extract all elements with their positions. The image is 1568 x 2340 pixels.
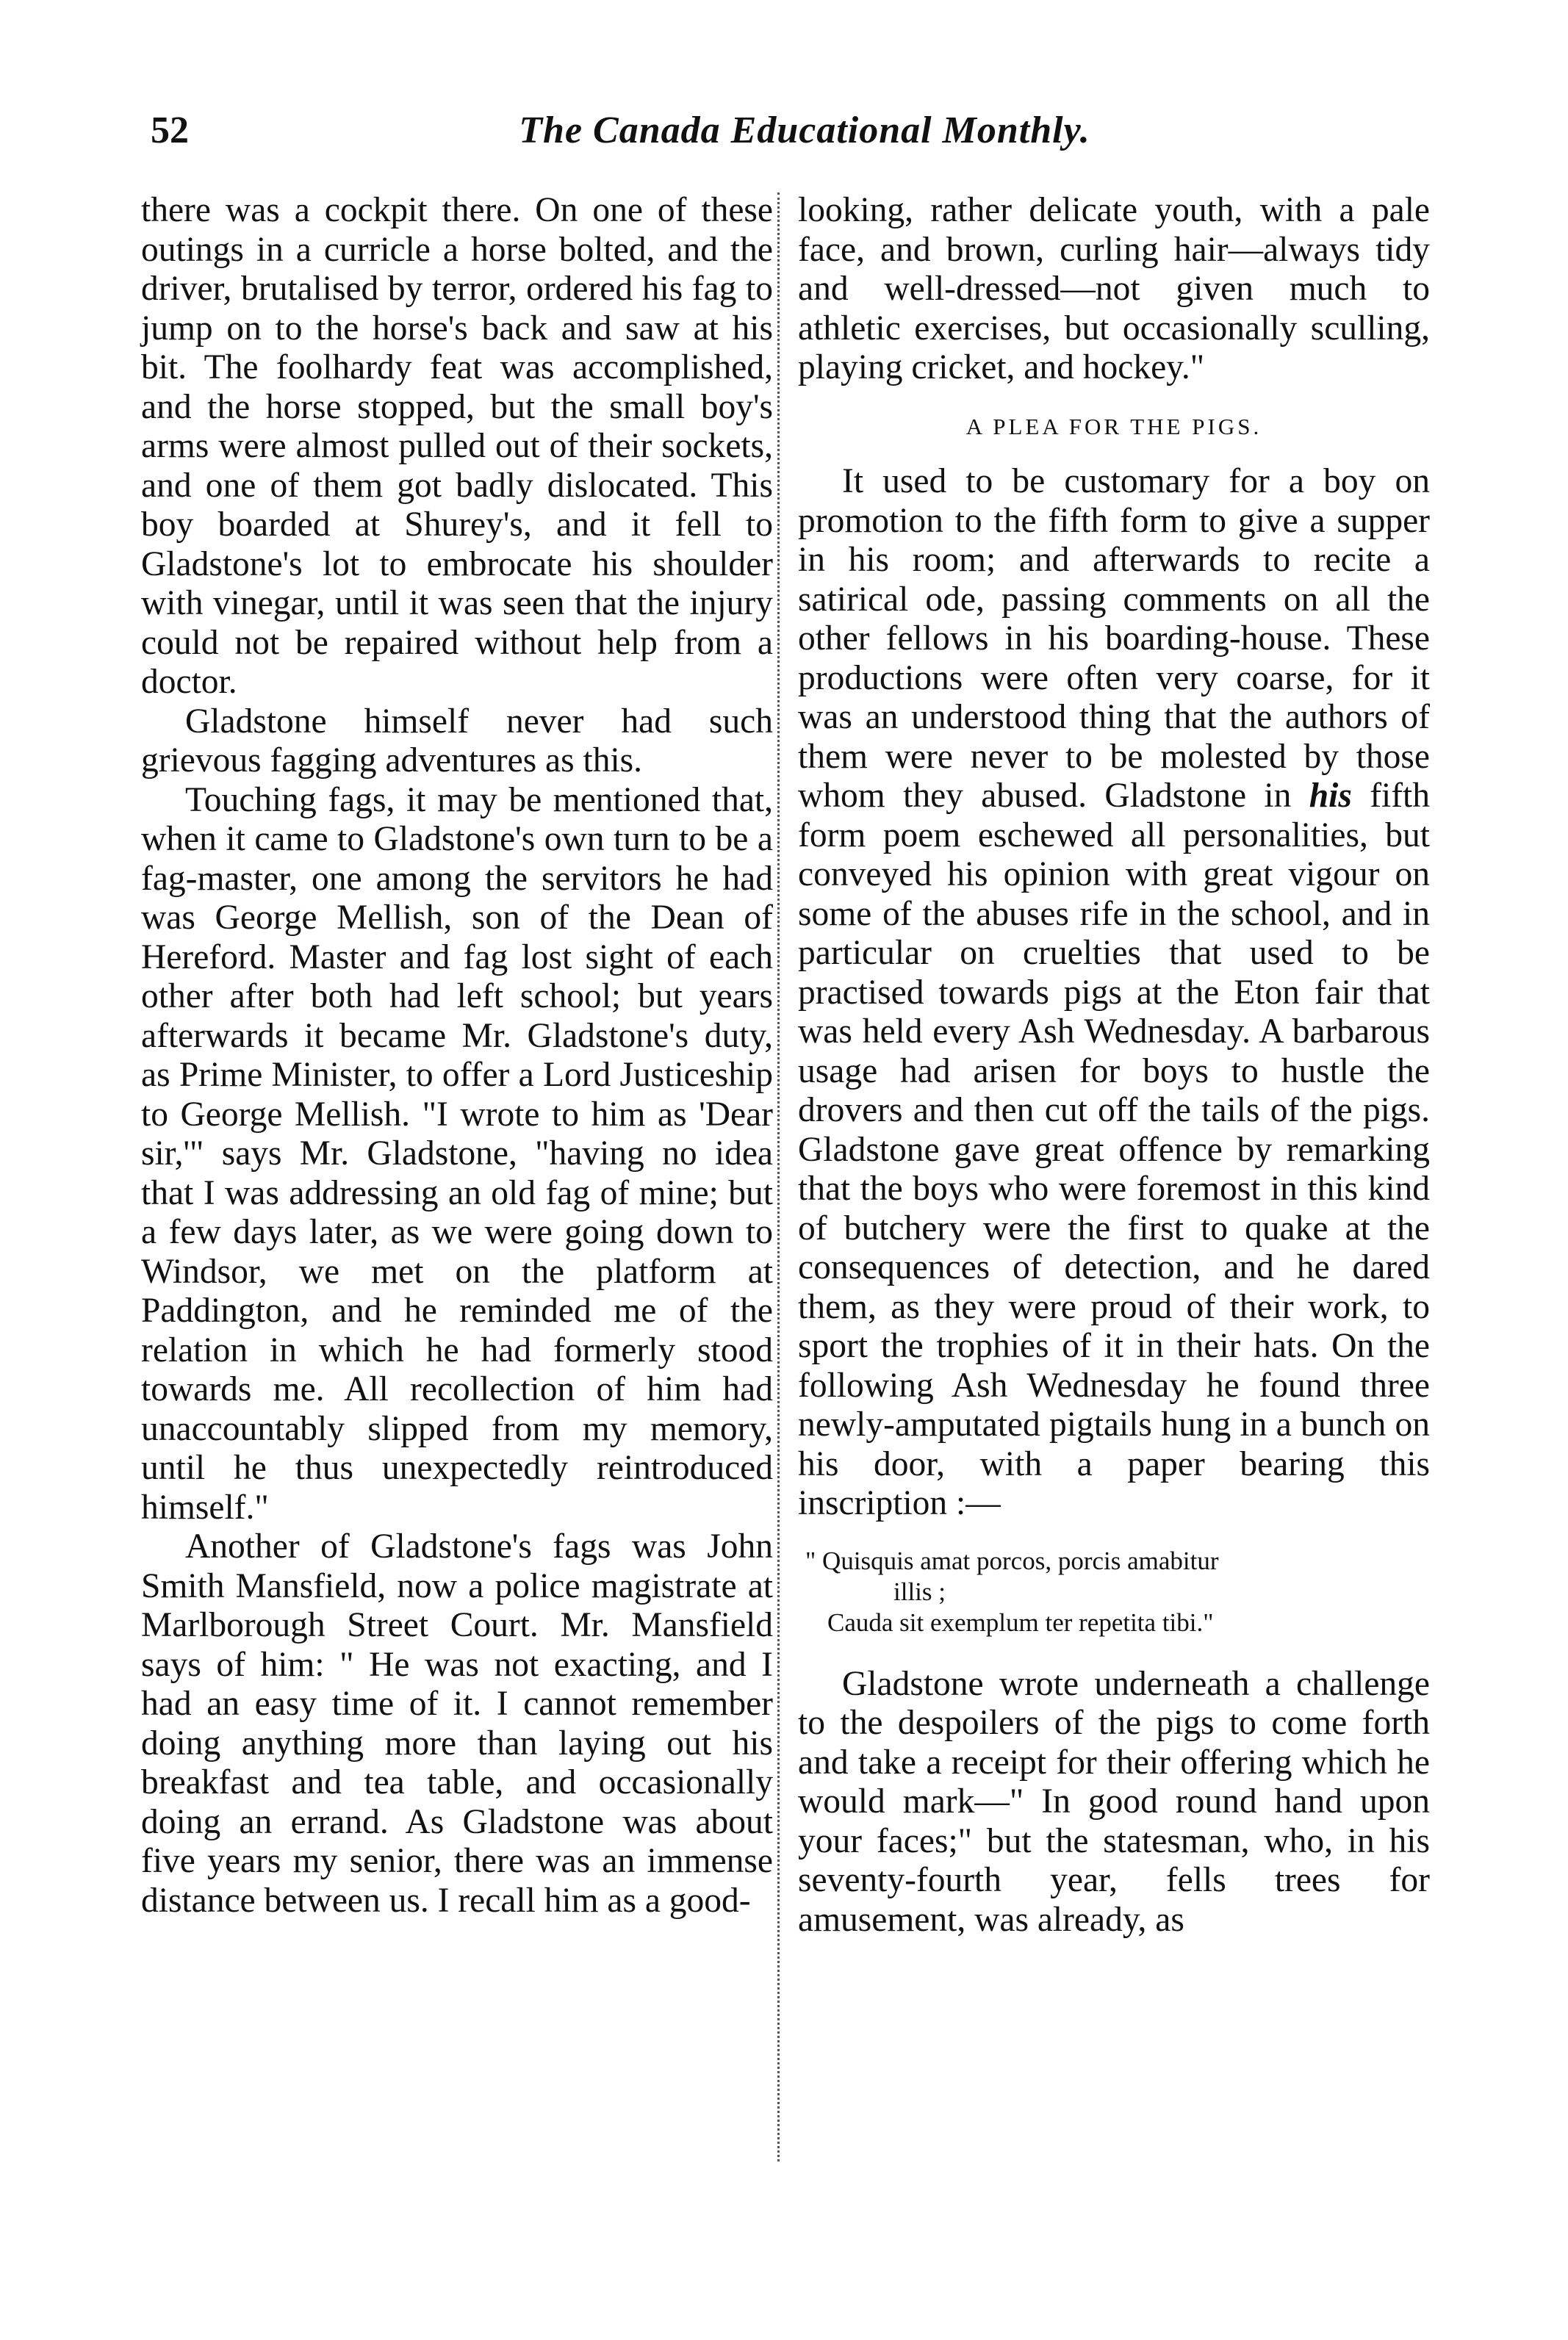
paragraph: there was a cockpit there. On one of these outings in a curricle a horse bolted, and the driver, brutalised by terror, ordered his fag to jump on to the horse's back and saw at his bit. The foolhardy feat was accomplished, and the horse stopped, but the small boy's arms were almost pulled out of their sockets, and one of them got badly dislocated. This boy boarded at Shurey's, and it fell to Gladstone's lot to embrocate his shoulder with vinegar, until it was seen that the injury could not be repaired without help from a doctor. <box>141 191 773 701</box>
paragraph <box>798 462 1430 1524</box>
paragraph: looking, rather delicate youth, with a pale face, and brown, curling hair—always tidy and well-dressed—not given much to athletic exercises, but occasionally sculling, playing cricket, and hockey." <box>798 191 1430 386</box>
paragraph: Touching fags, it may be mentioned that, when it came to Gladstone's own turn to be a fag-master, one among the servitors he had was George Mellish, son of the Dean of Hereford. Master and fag lost sight of each other after both had left school; but years afterwards it became Mr. Gladstone's duty, as Prime Minister, to offer a Lord Justiceship to George Mellish. "I wrote to him as 'Dear sir,'" says Mr. Gladstone, "having no idea that I was addressing an old fag of mine; but a few days later, as we were going down to Windsor, we met on the platform at Paddington, and he reminded me of the relation in which he had formerly stood towards me. All recollection of him had unaccountably slipped from my memory, until he thus unexpectedly reintroduced himself." <box>141 780 773 1527</box>
column-divider <box>777 192 780 2161</box>
text-run: fifth form poem eschewed all personalities, but conveyed his opinion with great vigour on some of the abuses rife in the school, and in particular on cruelties that used to be practised towards pigs at the Eton fair that was held every Ash Wednesday. A barbarous usage had arisen for boys to hustle the drovers and then cut off the tails of the pigs. Gladstone gave great offence by remarking that the boys who were foremost in this kind of butchery were the first to quake at the consequences of detection, and he dared them, as they were proud of their work, to sport the trophies of it in their hats. On the following Ash Wednesday he found three newly-amputated pigtails hung in a bunch on his door, with a paper bearing this inscription :— <box>798 777 1430 1522</box>
page-header <box>136 109 1473 160</box>
left-column <box>141 191 773 1920</box>
running-title: The Canada Educational Monthly. <box>519 109 1090 151</box>
paragraph: Gladstone wrote underneath a challenge to the despoilers of the pigs to come forth and take a receipt for their offering which he would mark—" In good round hand upon your faces;" but the statesman, who, in his seventy-fourth year, fells trees for amusement, was already, as <box>798 1664 1430 1939</box>
verse-line: Cauda sit exemplum ter repetita tibi." <box>827 1608 1214 1637</box>
verse-line: illis ; <box>893 1577 946 1606</box>
verse-line: " Quisquis amat porcos, porcis amabitur <box>805 1546 1219 1575</box>
section-heading: A PLEA FOR THE PIGS. <box>965 413 1262 439</box>
emphasis: his <box>1309 777 1352 815</box>
right-column <box>798 191 1430 1940</box>
latin-inscription <box>798 1546 1430 1638</box>
paragraph: Another of Gladstone's fags was John Smith Mansfield, now a police magistrate at Marlborough Street Court. Mr. Mansfield says of him: " He was not exacting, and I had an easy time of it. I cannot remember doing anything more than laying out his breakfast and tea table, and occasionally doing an errand. As Gladstone was about five years my senior, there was an immense distance between us. I recall him as a good- <box>141 1527 773 1920</box>
text-run: It used to be customary for a boy on promotion to the fifth form to give a supper in his room; and afterwards to recite a satirical ode, passing comments on all the other fellows in his boarding-house. These productions were often very coarse, for it was an understood thing that the authors of them were never to be molested by those whom they abused. Gladstone in <box>798 462 1430 815</box>
paragraph: Gladstone himself never had such grievous fagging adventures as this. <box>141 702 773 780</box>
page-number: 52 <box>151 109 189 151</box>
